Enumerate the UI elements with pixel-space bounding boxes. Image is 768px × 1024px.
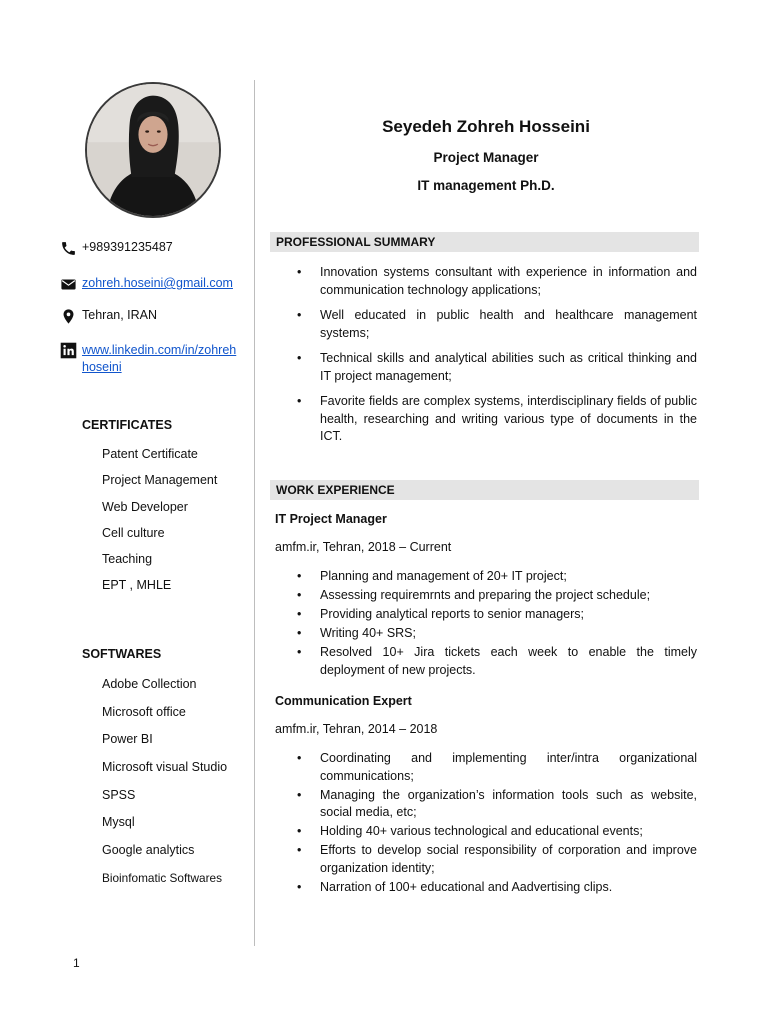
map-pin-icon bbox=[60, 308, 77, 325]
job-title: IT Project Manager bbox=[275, 512, 387, 526]
summary-item: • Favorite fields are complex systems, interdisciplinary fields of public health, researching and writing various type of documents in the ICT. bbox=[296, 393, 697, 446]
software-item: Microsoft office bbox=[102, 704, 186, 719]
duty-item: • Writing 40+ SRS; bbox=[296, 625, 697, 643]
profile-degree: IT management Ph.D. bbox=[417, 178, 555, 193]
duty-item: • Narration of 100+ educational and Aadvertising clips. bbox=[296, 879, 697, 897]
job-title: Communication Expert bbox=[275, 694, 412, 708]
profile-name: Seyedeh Zohreh Hosseini bbox=[382, 117, 590, 136]
phone-number: +989391235487 bbox=[82, 240, 173, 254]
duty-item: • Coordinating and implementing inter/intra organizational communications; bbox=[296, 750, 697, 785]
software-item: SPSS bbox=[102, 787, 136, 802]
duty-item: • Planning and management of 20+ IT project; bbox=[296, 568, 697, 586]
software-item: Mysql bbox=[102, 815, 135, 830]
summary-item: • Technical skills and analytical abilities such as critical thinking and IT project management; bbox=[296, 350, 697, 385]
certificate-item: Patent Certificate bbox=[102, 447, 198, 461]
certificates-list bbox=[102, 444, 217, 602]
duty-item: • Managing the organization’s information tools such as website, social media, etc; bbox=[296, 787, 697, 822]
summary-list bbox=[296, 264, 697, 454]
linkedin-link-line1[interactable]: www.linkedin.com/in/zohreh bbox=[82, 343, 237, 357]
certificate-item: Web Developer bbox=[102, 499, 188, 514]
summary-item: • Innovation systems consultant with experience in information and communication technology applications; bbox=[296, 264, 697, 299]
profile-photo-image bbox=[87, 84, 219, 216]
envelope-icon bbox=[60, 276, 77, 293]
duty-item: • Assessing requiremrnts and preparing the project schedule; bbox=[296, 587, 697, 605]
linkedin-link-line2[interactable]: hoseini bbox=[82, 360, 122, 374]
certificate-item: Teaching bbox=[102, 552, 153, 567]
linkedin-icon bbox=[60, 342, 77, 359]
software-item: Bioinfomatic Softwares bbox=[102, 870, 222, 885]
profile-title: Project Manager bbox=[433, 150, 539, 165]
duty-item: • Holding 40+ various technological and educational events; bbox=[296, 823, 697, 841]
summary-item: • Well educated in public health and healthcare management systems; bbox=[296, 307, 697, 342]
duty-item: • Providing analytical reports to senior managers; bbox=[296, 606, 697, 624]
certificate-item: Project Management bbox=[102, 473, 218, 488]
certificate-item: EPT , MHLE bbox=[102, 578, 172, 593]
location-text: Tehran, IRAN bbox=[82, 308, 158, 322]
profile-photo bbox=[85, 82, 221, 218]
email-link[interactable]: zohreh.hoseini@gmail.com bbox=[82, 276, 233, 290]
job-duties-list bbox=[296, 750, 697, 898]
linkedin-link[interactable] bbox=[82, 342, 237, 376]
job-duties-list bbox=[296, 568, 697, 681]
phone-icon bbox=[60, 240, 77, 257]
certificates-heading: CERTIFICATES bbox=[82, 418, 173, 432]
softwares-list bbox=[102, 674, 227, 896]
contact-location bbox=[60, 308, 157, 325]
software-item: Google analytics bbox=[102, 843, 195, 858]
column-divider bbox=[254, 80, 255, 946]
summary-heading: PROFESSIONAL SUMMARY bbox=[270, 232, 699, 252]
duty-item: • Efforts to develop social responsibility of corporation and improve organization identity; bbox=[296, 842, 697, 877]
page-number: 1 bbox=[73, 956, 80, 970]
softwares-heading: SOFTWARES bbox=[82, 647, 162, 661]
duty-item: • Resolved 10+ Jira tickets each week to enable the timely deployment of new projects. bbox=[296, 644, 697, 679]
experience-heading: WORK EXPERIENCE bbox=[270, 480, 699, 500]
certificate-item: Cell culture bbox=[102, 525, 165, 540]
contact-email bbox=[60, 276, 233, 293]
software-item: Adobe Collection bbox=[102, 677, 197, 691]
job-meta: amfm.ir, Tehran, 2014 – 2018 bbox=[275, 722, 438, 736]
job-meta: amfm.ir, Tehran, 2018 – Current bbox=[275, 540, 452, 554]
software-item: Power BI bbox=[102, 732, 153, 747]
contact-phone bbox=[60, 240, 173, 257]
contact-linkedin bbox=[60, 342, 237, 376]
software-item: Microsoft visual Studio bbox=[102, 760, 228, 775]
